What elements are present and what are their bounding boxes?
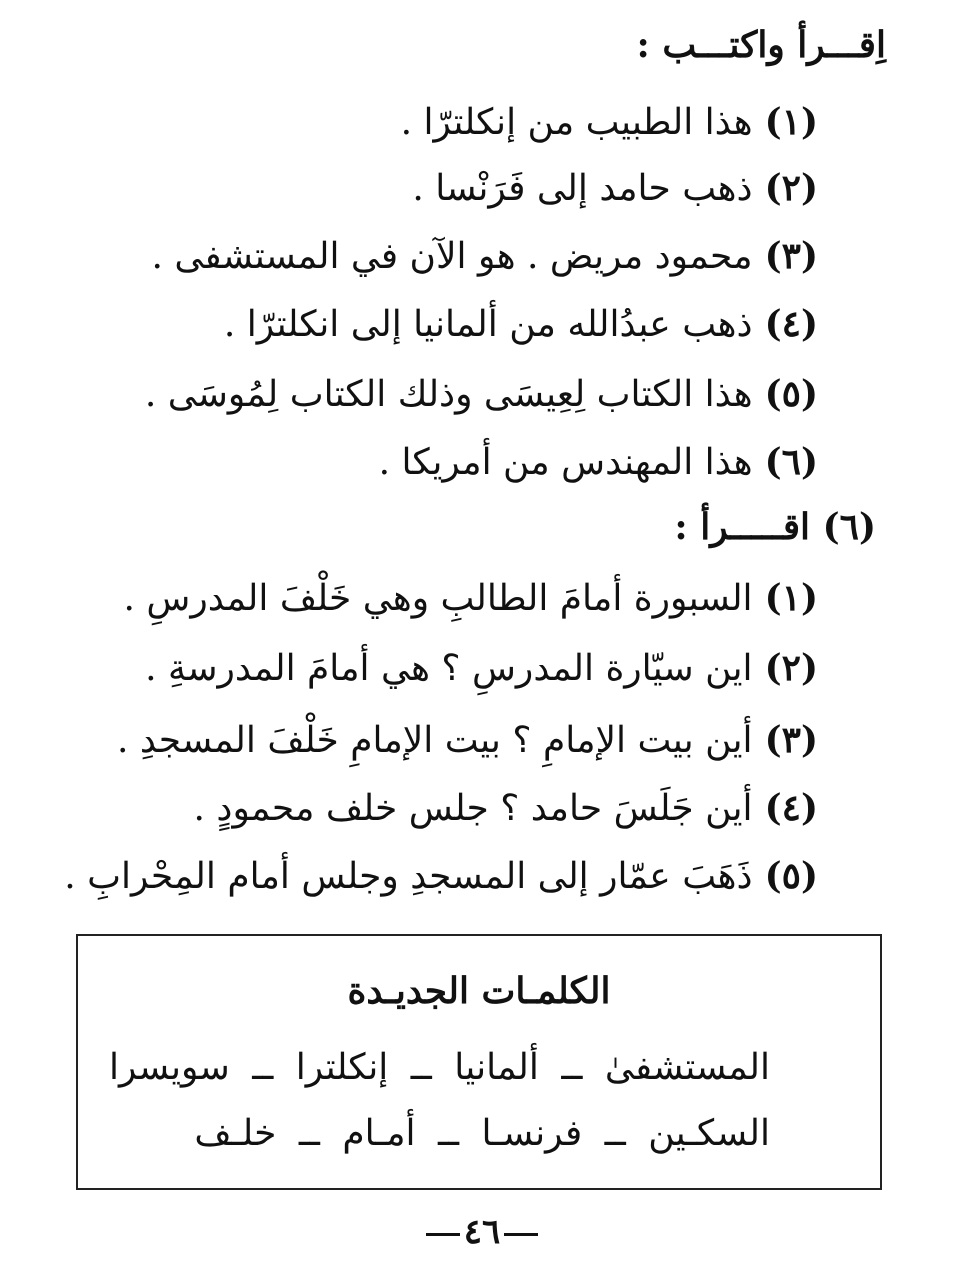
- item-number: (٢): [764, 167, 818, 209]
- section1-heading: اِقـــرأ واكتـــب :: [636, 24, 886, 66]
- item-number: (٣): [764, 235, 818, 277]
- section1-item-1: [401, 94, 818, 150]
- section2-item-1: [124, 570, 819, 626]
- section1-item-6: [379, 434, 818, 490]
- new-words-row-1: [109, 1040, 770, 1096]
- new-word: سويسرا: [108, 1047, 230, 1088]
- item-text: ذهب عبدُالله من ألمانيا إلى انكلترّا .: [223, 304, 753, 345]
- item-number: (٢): [764, 647, 818, 689]
- section2-item-3: [117, 712, 818, 768]
- new-word: المستشفىٰ: [604, 1047, 770, 1088]
- word-separator: ــ: [298, 1113, 320, 1154]
- section1-item-2: [412, 160, 818, 216]
- item-text: هذا المهندس من أمريكا .: [378, 442, 753, 483]
- word-separator: ــ: [604, 1113, 626, 1154]
- word-separator: ــ: [410, 1047, 432, 1088]
- item-number: (١): [764, 577, 818, 619]
- item-number: (٥): [764, 855, 818, 897]
- item-number: (٥): [764, 373, 818, 415]
- page-number-dash: [426, 1233, 460, 1236]
- section2-item-4: [194, 780, 818, 836]
- item-number: (١): [764, 101, 818, 143]
- new-word: إنكلترا: [295, 1047, 389, 1088]
- new-words-title: الكلمـات الجديـدة: [347, 970, 611, 1012]
- word-separator: ــ: [252, 1047, 274, 1088]
- item-number: (٦): [764, 441, 818, 483]
- new-word: أمـام: [342, 1113, 416, 1154]
- word-separator: ــ: [561, 1047, 583, 1088]
- page-number-text: ٤٦: [463, 1212, 501, 1252]
- section2-item-5: [64, 848, 818, 904]
- item-text: هذا الكتاب لِعِيسَى وذلك الكتاب لِمُوسَى .: [144, 374, 753, 415]
- new-word: فرنسـا: [481, 1113, 583, 1154]
- word-separator: ــ: [437, 1113, 460, 1154]
- item-text: ذَهَبَ عمّار إلى المسجدِ وجلس أمام المِحْرابِ .: [64, 856, 753, 897]
- item-text: هذا الطبيب من إنكلترّا .: [400, 102, 753, 143]
- item-number: (٤): [764, 303, 818, 345]
- item-text: أين بيت الإمامِ ؟ بيت الإمامِ خَلْفَ المسجدِ .: [116, 720, 753, 761]
- new-words-row-2: [194, 1106, 770, 1162]
- item-text: اين سيّارة المدرسِ ؟ هي أمامَ المدرسةِ .: [145, 648, 753, 689]
- section1-item-4: [224, 296, 818, 352]
- section1-item-5: [145, 366, 818, 422]
- item-text: ذهب حامد إلى فَرَنْسا .: [412, 168, 753, 209]
- item-number: (٤): [764, 787, 818, 829]
- item-text: السبورة أمامَ الطالبِ وهي خَلْفَ المدرسِ .: [123, 578, 753, 619]
- section1-item-3: [151, 228, 818, 284]
- new-words-box: [76, 934, 882, 1190]
- item-number: (٣): [764, 719, 818, 761]
- section2-item-2: [145, 640, 818, 696]
- page-number-dash: [504, 1233, 538, 1236]
- item-text: أين جَلَسَ حامد ؟ جلس خلف محمودٍ .: [193, 788, 753, 829]
- item-text: محمود مريض . هو الآن في المستشفى .: [151, 236, 753, 277]
- new-word: ألمانيا: [454, 1047, 539, 1088]
- page-number: [0, 1208, 964, 1256]
- new-word: السكـين: [648, 1113, 770, 1154]
- new-word: خلـف: [194, 1113, 277, 1154]
- section2-heading: (٦) اقـــــرأ :: [674, 506, 876, 548]
